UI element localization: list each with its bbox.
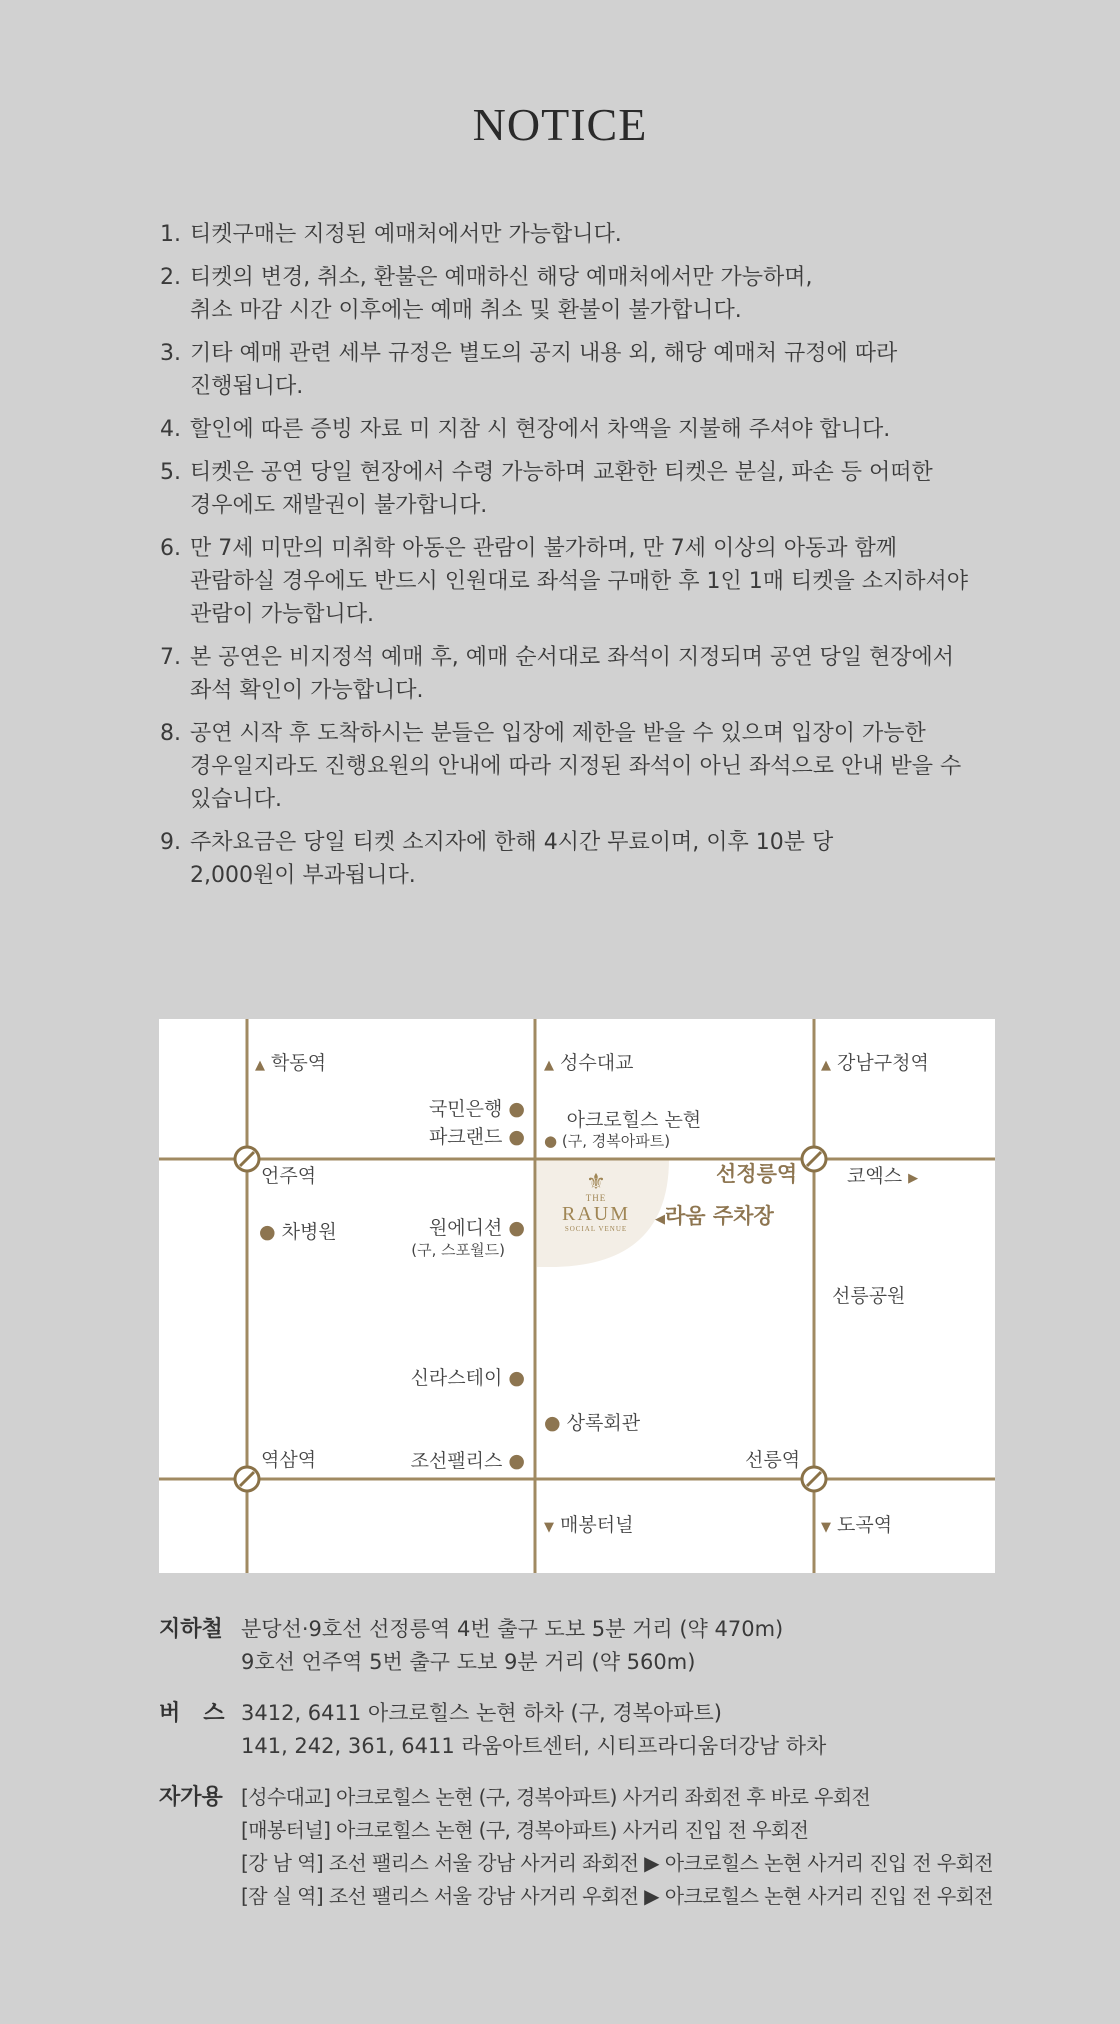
label-raum-parking: ◀라움 주차장 (655, 1204, 774, 1228)
notice-number: 5. (160, 460, 181, 485)
logo-the: THE (585, 1193, 607, 1203)
label-one-edition: 원에디션 ● (428, 1217, 525, 1239)
label-sangnok: ● 상록회관 (544, 1412, 641, 1434)
notice-text: 주차요금은 당일 티켓 소지자에 한해 4시간 무료이며, 이후 10분 당 2,000원이 부과됩니다. (190, 830, 834, 888)
directions-line: 9호선 언주역 5번 출구 도보 9분 거리 (약 560m) (241, 1650, 696, 1674)
raum-logo (551, 1171, 641, 1233)
notice-item (160, 337, 1000, 403)
station-eonju-icon (235, 1147, 259, 1171)
directions-line: [매봉터널] 아크로힐스 논현 (구, 경복아파트) 사거리 진입 전 우회전 (241, 1818, 809, 1842)
label-eonju: 언주역 (261, 1165, 317, 1187)
dot-icon: ● (544, 1412, 561, 1434)
station-seonjeongneung-icon (802, 1147, 826, 1171)
label-seolleung: 선릉역 (745, 1449, 801, 1471)
directions-head: 자가용 (159, 1785, 223, 1810)
label-josun-palace: 조선팰리스 ● (410, 1450, 525, 1472)
notice-text: 공연 시작 후 도착하시는 분들은 입장에 제한을 받을 수 있으며 입장이 가능한 경우일지라도 진행요원의 안내에 따라 지정된 좌석이 아닌 좌석으로 안내 받을 수 있습니다. (190, 721, 962, 812)
directions-car (159, 1781, 1039, 1913)
notice-text: 본 공연은 비지정석 예매 후, 예매 순서대로 좌석이 지정되며 공연 당일 현장에서 좌석 확인이 가능합니다. (190, 645, 954, 703)
label-dogok: ▼ 도곡역 (821, 1514, 893, 1536)
label-parkland: 파크랜드 ● (428, 1126, 525, 1148)
notice-item (160, 261, 1000, 327)
notice-list (160, 218, 1000, 902)
notice-text: 할인에 따른 증빙 자료 미 지참 시 현장에서 차액을 지불해 주셔야 합니다. (190, 417, 891, 442)
triangle-up-icon: ▲ (544, 1058, 554, 1073)
location-map (159, 1019, 995, 1573)
notice-number: 4. (160, 417, 181, 442)
directions-bus (159, 1697, 1039, 1763)
notice-number: 1. (160, 222, 181, 247)
dot-icon: ● (508, 1126, 525, 1148)
notice-number: 8. (160, 721, 181, 746)
label-yeoksam: 역삼역 (261, 1449, 317, 1471)
directions-line: 3412, 6411 아크로힐스 논현 하차 (구, 경복아파트) (241, 1701, 722, 1725)
notice-number: 9. (160, 830, 181, 855)
notice-item (160, 532, 1000, 631)
dot-icon: ● (508, 1098, 525, 1120)
logo-sub: SOCIAL VENUE (564, 1225, 628, 1233)
dot-icon: ● (508, 1367, 525, 1389)
notice-number: 7. (160, 645, 181, 670)
notice-text: 기타 예매 관련 세부 규정은 별도의 공지 내용 외, 해당 예매처 규정에 따라 진행됩니다. (190, 341, 898, 399)
page-title: NOTICE (472, 99, 648, 150)
notice-item (160, 826, 1000, 892)
label-kookmin: 국민은행 ● (428, 1098, 525, 1120)
notice-text: 티켓구매는 지정된 예매처에서만 가능합니다. (190, 222, 622, 247)
dot-icon: ● (544, 1132, 558, 1150)
directions-line: [성수대교] 아크로힐스 논현 (구, 경복아파트) 사거리 좌회전 후 바로 우회전 (241, 1785, 871, 1809)
notice-text: 티켓은 공연 당일 현장에서 수령 가능하며 교환한 티켓은 분실, 파손 등 어떠한 경우에도 재발권이 불가합니다. (190, 460, 933, 518)
directions (159, 1613, 1039, 1931)
directions-line: [잠 실 역] 조선 팰리스 서울 강남 사거리 우회전 ▶ 아크로힐스 논현 사거리 진입 전 우회전 (241, 1884, 994, 1908)
notice-number: 3. (160, 341, 181, 366)
triangle-up-icon: ▲ (821, 1058, 831, 1073)
triangle-right-icon: ▶ (908, 1171, 919, 1186)
crest-icon: ⚜ (586, 1169, 606, 1194)
notice-number: 2. (160, 265, 181, 290)
notice-number: 6. (160, 536, 181, 561)
notice-item (160, 717, 1000, 816)
logo-raum: RAUM (561, 1203, 630, 1225)
notice-item (160, 456, 1000, 522)
dot-icon: ● (508, 1450, 525, 1472)
label-seonjeongneung: 선정릉역 (716, 1162, 798, 1186)
label-acro-hills: 아크로힐스 논현 (566, 1109, 702, 1131)
label-gangnam-office: ▲ 강남구청역 (821, 1052, 929, 1074)
triangle-up-icon: ▲ (255, 1058, 265, 1073)
label-chabyeongwon: ● 차병원 (259, 1221, 337, 1243)
triangle-left-icon: ◀ (655, 1212, 665, 1227)
station-seolleung-icon (802, 1467, 826, 1491)
station-yeoksam-icon (235, 1467, 259, 1491)
directions-line: 분당선·9호선 선정릉역 4번 출구 도보 5분 거리 (약 470m) (241, 1617, 784, 1641)
dot-icon: ● (259, 1221, 276, 1243)
directions-head: 버 스 (159, 1701, 225, 1726)
notice-item (160, 413, 1000, 446)
notice-text: 티켓의 변경, 취소, 환불은 예매하신 해당 예매처에서만 가능하며, 취소 마감 시간 이후에는 예매 취소 및 환불이 불가합니다. (190, 265, 813, 323)
label-shilla-stay: 신라스테이 ● (410, 1367, 525, 1389)
label-acro-hills-sub: ● (구, 경복아파트) (544, 1132, 671, 1150)
label-one-edition-sub: (구, 스포월드) (411, 1241, 505, 1259)
triangle-down-icon: ▼ (544, 1520, 554, 1535)
notice-text: 만 7세 미만의 미취학 아동은 관람이 불가하며, 만 7세 이상의 아동과 함께 관람하실 경우에도 반드시 인원대로 좌석을 구매한 후 1인 1매 티켓을 소지하셔야 관람이 가능합니다. (190, 536, 968, 627)
triangle-down-icon: ▼ (821, 1520, 831, 1535)
directions-line: 141, 242, 361, 6411 라움아트센터, 시티프라디움더강남 하차 (241, 1734, 827, 1758)
notice-item (160, 218, 1000, 251)
label-hakdong: ▲ 학동역 (255, 1052, 327, 1074)
directions-head: 지하철 (159, 1617, 223, 1642)
label-seolleung-park: 선릉공원 (832, 1285, 906, 1307)
notice-item (160, 641, 1000, 707)
label-coex: 코엑스 ▶ (847, 1165, 919, 1187)
dot-icon: ● (508, 1217, 525, 1239)
directions-subway (159, 1613, 1039, 1679)
label-maebong: ▼ 매봉터널 (544, 1514, 634, 1536)
directions-line: [강 남 역] 조선 팰리스 서울 강남 사거리 좌회전 ▶ 아크로힐스 논현 사거리 진입 전 우회전 (241, 1851, 994, 1875)
label-seongsu-bridge: ▲ 성수대교 (544, 1052, 634, 1074)
